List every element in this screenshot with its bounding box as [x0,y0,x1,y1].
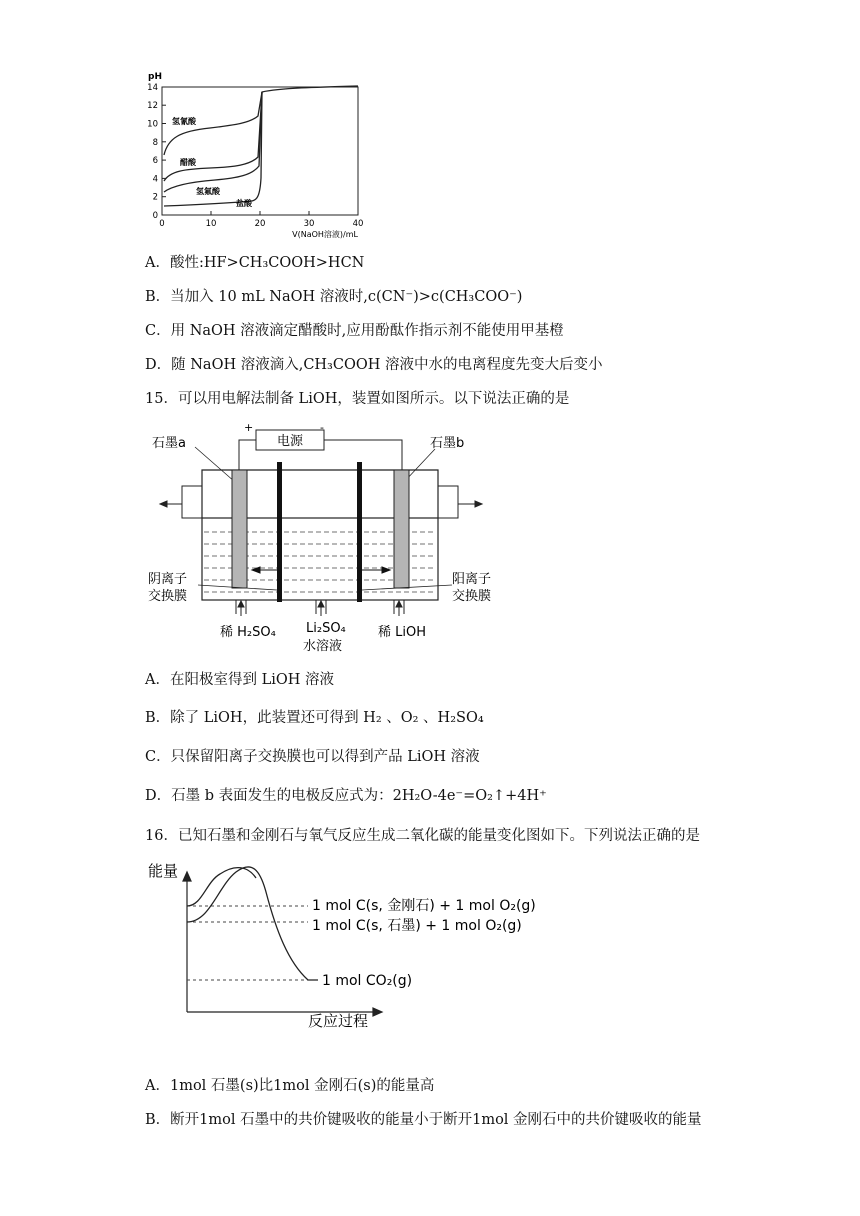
q15-option-b: B．除了 LiOH，此装置还可得到 H₂ 、O₂ 、H₂SO₄ [145,710,484,726]
right-outlet [438,486,458,518]
y-tick-label: 6 [152,156,158,167]
electrolysis-figure [140,420,510,660]
level-graphite-label: 1 mol C(s, 石墨) + 1 mol O₂(g) [312,918,522,934]
power-supply-label: 电源 [276,434,304,449]
inlet-dilute-lioh: 稀 LiOH [378,625,426,640]
y-tick-label: 12 [147,101,158,112]
titration-curves [164,86,358,206]
inlet-li2so4: Li₂SO₄ [306,621,346,636]
inlet-dilute-h2so4: 稀 H₂SO₄ [220,625,276,640]
level-diamond-label: 1 mol C(s, 金刚石) + 1 mol O₂(g) [312,898,536,914]
q15-option-c: C．只保留阳离子交换膜也可以得到产品 LiOH 溶液 [145,749,480,765]
energy-axis-label: 能量 [148,862,179,880]
q15-option-a: A．在阳极室得到 LiOH 溶液 [145,672,334,688]
y-tick-label: 4 [152,174,158,185]
x-tick-labels [159,219,363,229]
x-ticks [211,211,309,215]
electrode-b-label: 石墨b [430,436,465,451]
graphite-curve [187,867,318,980]
q15-stem: 15．可以用电解法制备 LiOH，装置如图所示。以下说法正确的是 [145,391,570,407]
cation-membrane-label-2: 交换膜 [452,589,492,604]
anion-membrane-label-1: 阴离子 [148,572,188,587]
curve-label-hcn: 氢氰酸 [172,117,196,126]
y-tick-label: 0 [152,211,158,221]
y-tick-labels [147,83,158,221]
inlet-aqueous-solution: 水溶液 [303,639,343,654]
label-a-pointer [195,447,235,482]
y-axis-label: pH [148,72,162,82]
x-tick-label: 0 [159,219,165,229]
q14-option-a: A．酸性:HF>CH₃COOH>HCN [145,255,365,271]
left-outlet [182,486,202,518]
curve-label-hcl: 盐酸 [236,199,252,208]
minus-sign: - [320,421,324,434]
q14-option-b: B．当加入 10 mL NaOH 溶液时,c(CN⁻)>c(CH₃COO⁻) [145,289,523,305]
curve-label-acetic: 醋酸 [180,158,196,167]
inlet-arrows [238,601,402,616]
plus-sign: + [244,421,254,434]
curve-label-hf: 氢氟酸 [196,187,220,196]
axes [183,872,382,1016]
x-axis-label: V(NaOH溶液)/mL [292,230,358,239]
diamond-curve [187,868,256,906]
q16-stem: 16．已知石墨和金刚石与氧气反应生成二氧化碳的能量变化图如下。下列说法正确的是 [145,828,700,844]
x-tick-label: 40 [352,219,364,229]
energy-diagram [140,852,560,1032]
outlet-arrows [160,501,482,507]
curve-acetic [164,92,262,181]
x-tick-label: 10 [205,219,217,229]
graphite-electrode-a [232,470,247,588]
y-tick-label: 14 [147,83,158,93]
x-tick-label: 30 [303,219,315,229]
anion-membrane-label-2: 交换膜 [148,589,188,604]
q14-option-d: D．随 NaOH 溶液滴入,CH₃COOH 溶液中水的电离程度先变大后变小 [145,357,603,373]
graphite-electrode-b [394,470,409,588]
q16-option-a: A．1mol 石墨(s)比1mol 金刚石(s)的能量高 [145,1078,435,1094]
level-co2-label: 1 mol CO₂(g) [322,973,413,989]
electrode-a-label: 石墨a [152,436,186,451]
q16-option-b: B．断开1mol 石墨中的共价键吸收的能量小于断开1mol 金刚石中的共价键吸收的能量 [145,1112,702,1128]
y-tick-label: 10 [147,119,158,130]
energy-curves [187,867,318,980]
cation-exchange-membrane [357,462,362,602]
cation-membrane-label-1: 阳离子 [452,572,492,587]
titration-figure [140,68,380,244]
curve-labels [172,116,253,208]
x-tick-label: 20 [254,219,266,229]
anion-exchange-membrane [277,462,282,602]
q15-option-d: D．石墨 b 表面发生的电极反应式为：2H₂O-4e⁻=O₂↑+4H⁺ [145,788,547,804]
y-tick-label: 8 [152,137,158,148]
q14-option-c: C．用 NaOH 溶液滴定醋酸时,应用酚酞作指示剂不能使用甲基橙 [145,323,564,339]
y-tick-label: 2 [152,192,158,203]
reaction-process-label: 反应过程 [308,1012,369,1030]
curve-hf [164,92,262,192]
